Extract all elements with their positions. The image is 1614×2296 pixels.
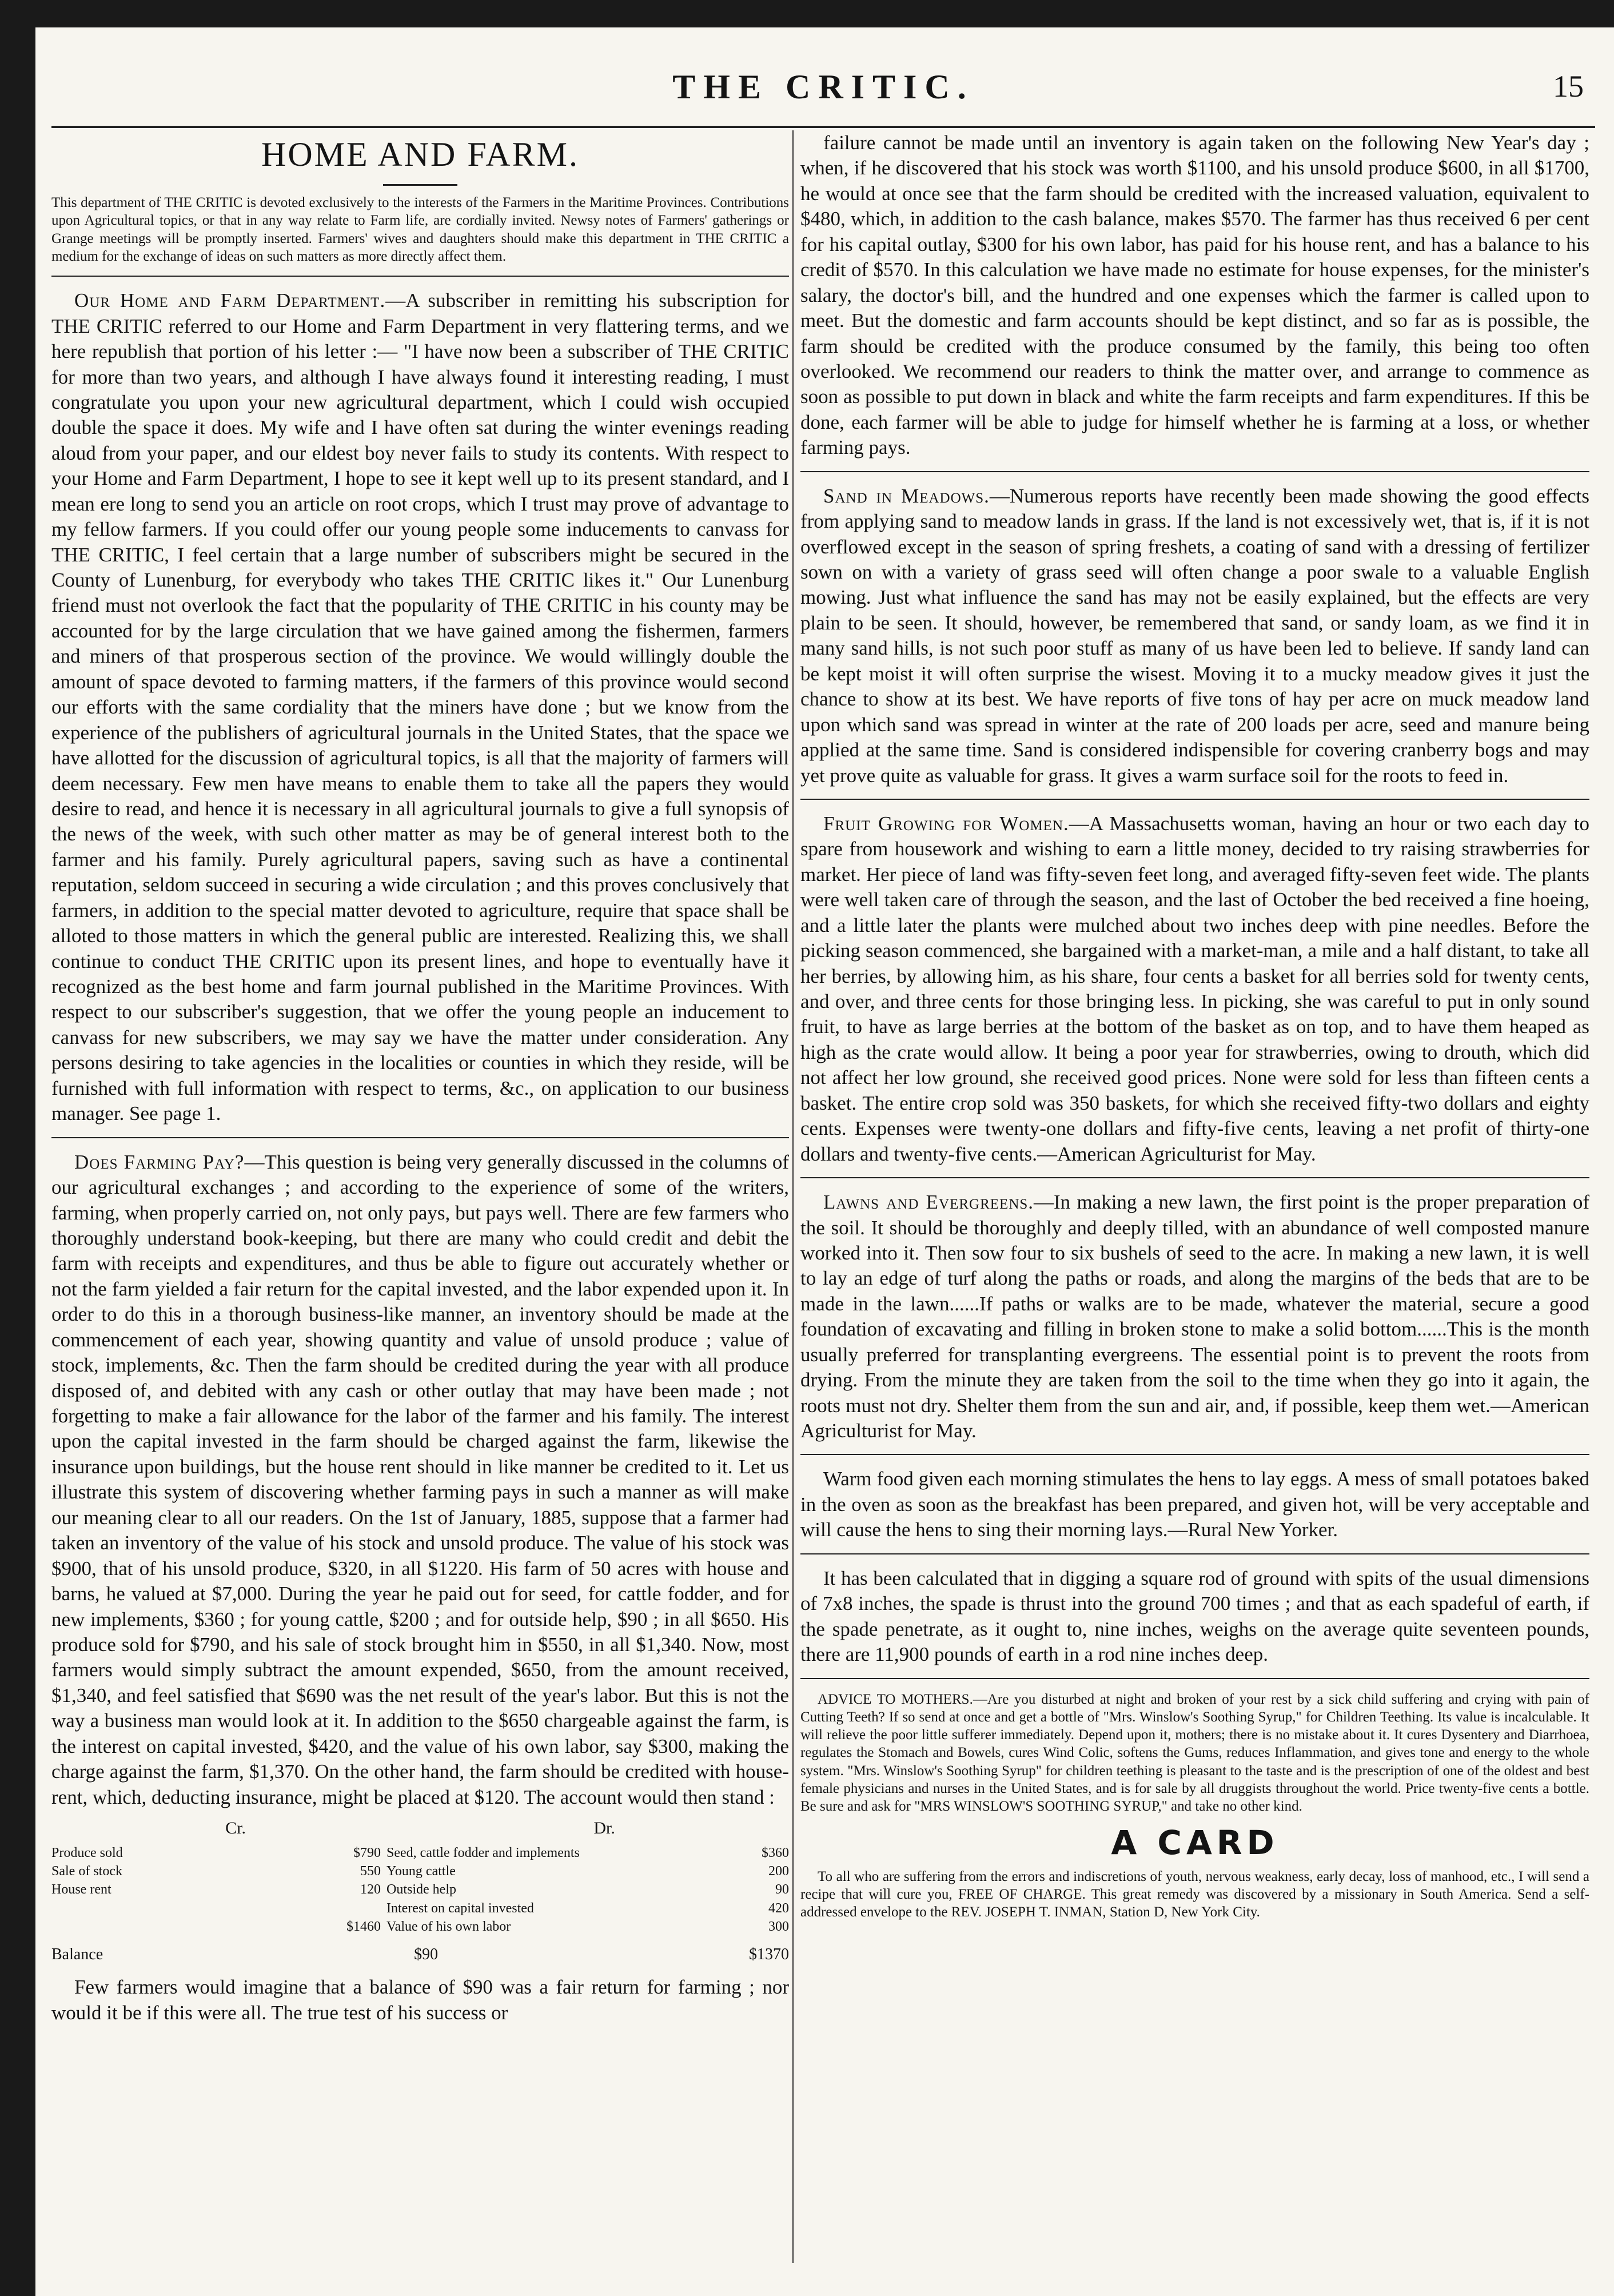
credit-label: Cr. [225,1819,246,1837]
credit-amount: $1460 [346,1919,381,1935]
credit-amount: 550 [360,1863,381,1879]
credit-item: Sale of stock [51,1863,122,1879]
article-home-dept [51,288,789,1126]
credit-amount: 120 [360,1882,381,1898]
account-row [51,1862,789,1880]
account-balance-row [51,1944,789,1966]
article-rule [51,1137,789,1138]
account-table [51,1817,789,1966]
article-sand [800,484,1589,788]
article-does-farming-pay [51,1150,789,1810]
section-title: HOME AND FARM. [261,135,579,173]
article-text: —In making a new lawn, the first point is the proper preparation of the soil. It should be thoroughly and deeply tilled, with an abundance of well composted manure worked into it. Then sow four to six bushels of seed to the acre. In making a new lawn, it is well to lay an edge of turf along the paths or roads, and along the margins of the beds that are to be made in the lawn......If paths or walks are to be made, whatever the material, secure a good foundation of excavating and filling in broken stone to make a solid bottom......This is the month usually preferred for transplanting evergreens. The essential point is to prevent the roots from drying. From the minute they are taken from the soil to the time when they go into it again, the roots must not dry. Shelter them from the sun and air, and, if possible, keep them wet.—American Agriculturist for May. [800,1191,1589,1442]
debit-amount: 300 [768,1919,789,1935]
page-number: 15 [1553,69,1584,103]
article-rule [800,1177,1589,1178]
debit-item: Seed, cattle fodder and implements [386,1845,580,1860]
section-intro: This department of THE CRITIC is devoted exclusively to the interests of the Farmers in the Maritime Provinces. Contributions upon Agricultural topics, or that in any way relate to Farm life, are cordially invited. Newsy notes of Farmers' gatherings or Grange meetings will be promptly inserted. Farmers' wives and daughters should make this department in THE CRITIC a medium for the exchange of ideas on such matters as more directly affect them. [51,195,789,264]
top-border [0,0,1614,27]
debit-amount: $360 [762,1845,789,1860]
article-text: —Numerous reports have recently been made showing the good effects from applying sand to meadow lands in grass. If the land is not excessively wet, that is, if it is not overflowed except in the season of spring freshets, a coating of sand with a dressing of fertilizer sown on with a variety of grass seed will often change a poor swale to a valuable English mowing. Just what influence the sand has may not be easily explained, but the effects are very plain to be seen. It should, however, be remembered that sand, or sandy loam, as we find it in many sand hills, is not such poor stuff as many of us have been led to believe. If sandy land can be kept moist it will often surprise the wisest. Moving it to a mucky meadow gives it just the chance to show at its best. We have reports of five tons of hay per acre on muck meadow land upon which sand was spread in winter at the rate of 200 loads per acre, seed and manure being applied at the same time. Sand is considered indispensible for covering cranberry bogs and may yet prove quite as valuable for grass. It gives a warm surface soil for the roots to feed in. [800,484,1589,787]
debit-amount: 200 [768,1863,789,1879]
left-border [0,0,35,2296]
article-text: —This question is being very generally discussed in the columns of our agricultural exchanges ; and according to the experience of some of the writers, farming, when properly carried on, not only pays, but pays well. There are few farmers who thoroughly understand book-keeping, but there are many who could credit and debit the farm with receipts and expenditures, and thus be able to figure out accurately whether or not the farm yielded a fair return for the capital invested, and the labor expended upon it. In order to do this in a thorough business-like manner, an inventory should be made at the commencement of each year, showing quantity and value of unsold produce ; value of stock, implements, &c. Then the farm should be credited during the year with all produce disposed of, and debited with any cash or other outlay that may have been made ; not forgetting to make a fair allowance for the labor of the farmer and his family. The interest upon the capital invested in the farm should be charged against the farm, likewise the insurance upon buildings, but the house rent should in like manner be credited to it. Let us illustrate this system of discovering whether farming pays in such a manner as will make our meaning clear to all our readers. On the 1st of January, 1885, suppose that a farmer had taken an inventory of the value of his stock and unsold produce. The value of his stock was $900, that of his unsold produce, $320, in all $1220. His farm of 50 acres with house and barns, he valued at $7,000. During the year he paid out for seed, for cattle fodder, and for new implements, $360 ; for young cattle, $200 ; and for outside help, $90 ; in all $650. His produce sold for $790, and his sale of stock brought him in $550, in all $1,340. Now, most farmers would simply subtract the amount expended, $650, from the amount received, $1,340, and feel satisfied that $690 was the net result of the year's labor. But this is not the way a business man would look at it. In addition to the $650 chargeable against the farm, is the interest on capital invested, $420, and the value of his own labor, say $300, making the charge against the farm, $1,370. On the other hand, the farm should be credited with house-rent, which, deducting insurance, might be placed at $120. The account would then stand : [51,1150,789,1808]
article-rule [800,471,1589,472]
article-heading: Does Farming Pay? [74,1150,245,1173]
article-heading: Sand in Meadows. [823,484,990,507]
masthead-title: THE CRITIC. [672,68,974,106]
credit-item: Produce sold [51,1845,123,1860]
column-divider [792,130,794,2263]
account-row [51,1899,789,1918]
left-column [51,130,789,2280]
article-fruit [800,811,1589,1167]
debit-item: Interest on capital invested [386,1900,534,1916]
debit-amount: 420 [768,1900,789,1916]
debit-total: $1370 [748,1946,789,1964]
card-advertisement: To all who are suffering from the errors and indiscretions of youth, nervous weakness, early decay, loss of manhood, etc., I will send a recipe that will cure you, FREE OF CHARGE. This great remedy was discovered by a missionary in South America. Send a self-addressed envelope to the REV. JOSEPH T. INMAN, Station D, New York City. [800,1868,1589,1920]
article-hens: Warm food given each morning stimulates the hens to lay eggs. A mess of small potatoes baked in the oven as soon as the breakfast has been prepared, and given hot, will be very acceptable and will cause the hens to sing their morning lays.—Rural New Yorker. [800,1468,1589,1541]
credit-item: House rent [51,1882,111,1898]
account-header [51,1817,789,1840]
debit-item: Value of his own labor [386,1919,511,1935]
account-row [51,1844,789,1862]
article-lawns [800,1190,1589,1444]
account-row [51,1880,789,1899]
advertisement-mothers: ADVICE TO MOTHERS.—Are you disturbed at night and broken of your rest by a sick child suffering and crying with pain of Cutting Teeth? If so send at once and get a bottle of "Mrs. Winslow's Soothing Syrup," for Children Teething. Its value is incalculable. It will relieve the poor little sufferer immediately. Depend upon it, mothers; there is no mistake about it. It cures Dysentery and Diarrhoea, regulates the Stomach and Bowels, cures Wind Colic, softens the Gums, reduces Inflammation, and gives tone and energy to the whole system. "Mrs. Winslow's Soothing Syrup" for children teething is pleasant to the taste and is the prescription of one of the oldest and best female physicians and nurses in the United States, and is for sale by all druggists throughout the world. Price twenty-five cents a bottle. Be sure and ask for "MRS WINSLOW'S SOOTHING SYRUP," and take no other kind. [800,1691,1589,1814]
debit-label: Dr. [593,1819,615,1837]
article-spade: It has been calculated that in digging a square rod of ground with spits of the usual dimensions of 7x8 inches, the spade is thrust into the ground 700 times ; and that as each spadeful of earth, if the spade penetrate, as it ought to, nine inches, weighs on the average quite seventeen pounds, there are 11,900 pounds of earth in a rod nine inches deep. [800,1566,1589,1666]
intro-rule [51,276,789,277]
debit-item: Young cattle [386,1863,456,1879]
credit-amount: $790 [353,1845,381,1860]
card-title: A CARD [1111,1823,1279,1863]
article-heading: Our Home and Farm Department. [74,289,386,312]
article-rule [800,1678,1589,1679]
article-heading: Lawns and Evergreens. [823,1191,1034,1214]
debit-item: Outside help [386,1882,456,1898]
account-row [51,1918,789,1936]
article-heading: Fruit Growing for Women. [823,812,1069,835]
article-rule [800,799,1589,800]
article-text: —A Massachusetts woman, having an hour or two each day to spare from housework and wishing to earn a little money, decided to try raising strawberries for market. Her piece of land was fifty-seven feet long, and averaged fifty-seven feet wide. The plants were well taken care of through the season, and the last of October the bed received a fine hoeing, and a little later the plants were mulched about two inches deep with pine needles. Before the picking season commenced, she bargained with a market-man, a mile and a half distant, to take all her berries, by allowing him, as his share, four cents a basket for all berries sold for twenty cents, and over, and three cents for those bringing less. In picking, she was careful to put in only sound fruit, to have as large berries at the bottom of the basket as on top, and to have them heaped as high as the crate would allow. It being a poor year for strawberries, owing to drouth, which did not affect her low ground, she received good prices. None were sold for less than fifteen cents a basket. The entire crop sold was 350 baskets, for which she received fifty-two dollars and eighty cents. Expenses were twenty-one dollars and fifty-five cents, leaving a net profit of thirty-one dollars and twenty-five cents.—American Agriculturist for May. [800,812,1589,1165]
continued-paragraph: failure cannot be made until an inventory is again taken on the following New Year's day ; when, if he discovered that his stock was worth $1100, and his unsold produce $600, in all $1700, he would at once see that the farm should be credited with the increased valuation, equivalent to $480, which, in addition to the cash balance, makes $570. The farmer has thus received 6 per cent for his capital outlay, $300 for his own labor, has paid for his house rent, and has a balance to his credit of $570. In this calculation we have made no estimate for house expenses, for the minister's salary, the doctor's bill, and the hundred and one expenses which the farmer is called upon to meet. But the domestic and farm accounts should be kept distinct, and so far as is possible, the farm should be credited with the produce consumed by the family, this being too often overlooked. We recommend our readers to think the matter over, and arrange to commence as soon as possible to put down in black and white the farm receipts and farm expenditures. If this be done, each farmer will be able to judge for himself whether he is farming at a loss, or whether farming pays. [800,131,1589,459]
article-rule [800,1454,1589,1455]
closing-paragraph: Few farmers would imagine that a balance of $90 was a fair return for farming ; nor would it be if this were all. The true test of his success or [51,1976,789,2024]
title-rule [383,184,457,186]
article-text: —A subscriber in remitting his subscription for THE CRITIC referred to our Home and Farm Department in very flattering terms, and we here republish that portion of his letter :— "I have now been a subscriber of THE CRITIC for more than two years, and although I have always found it interesting reading, I must congratulate you upon your new agricultural department, which I could wish occupied double the space it does. My wife and I have often sat during the winter evenings reading aloud from your paper, and our eldest boy never fails to study its contents. With respect to your Home and Farm Department, I hope to see it kept well up to its present standard, and I mean ere long to send you an article on root crops, which I trust may prove of advantage to my fellow farmers. If you could offer our young people some inducements to canvass for THE CRITIC, I feel certain that a large number of subscribers might be secured in the County of Lunenburg, for everybody who takes THE CRITIC likes it." Our Lunenburg friend must not overlook the fact that the popularity of THE CRITIC in his county may be accounted for by the large circulation that we have gained among the fishermen, farmers and miners of that prosperous section of the province. We would willingly double the amount of space devoted to farming matters, if the farmers of this province would second our efforts with the same cordiality that the miners have done ; but we know from the experience of the publishers of agricultural journals in the United States, that the space we have allotted for the discussion of agricultural topics, is all that the majority of farmers will deem necessary. Few men have means to enable them to take all the papers they would desire to read, and hence it is necessary in all agricultural journals to give a full synopsis of the news of the week, with such other matter as may be of general interest both to the farmer and his family. Purely agricultural papers, saving such as have a continental reputation, seldom succeed in securing a wide circulation ; and this proves conclusively that farmers, in addition to the special matter devoted to agriculture, require that space shall be alloted to those matters in which the general public are interested. Realizing this, we shall continue to conduct THE CRITIC upon its present lines, and hope to eventually have it recognized as the best home and farm journal published in the Maritime Provinces. With respect to our subscriber's suggestion, that we offer the young people an inducement to canvass for new subscribers, we may say we have the matter under consideration. Any persons desiring to take agencies in the localities or counties in which they reside, will be furnished with full information with respect to terms, &c., on application to our business manager. See page 1. [51,289,789,1125]
article-rule [800,1553,1589,1554]
right-column [800,130,1589,2280]
balance-amount: $90 [414,1946,439,1964]
balance-label: Balance [51,1946,103,1964]
page-header [51,57,1595,128]
debit-amount: 90 [775,1882,789,1898]
